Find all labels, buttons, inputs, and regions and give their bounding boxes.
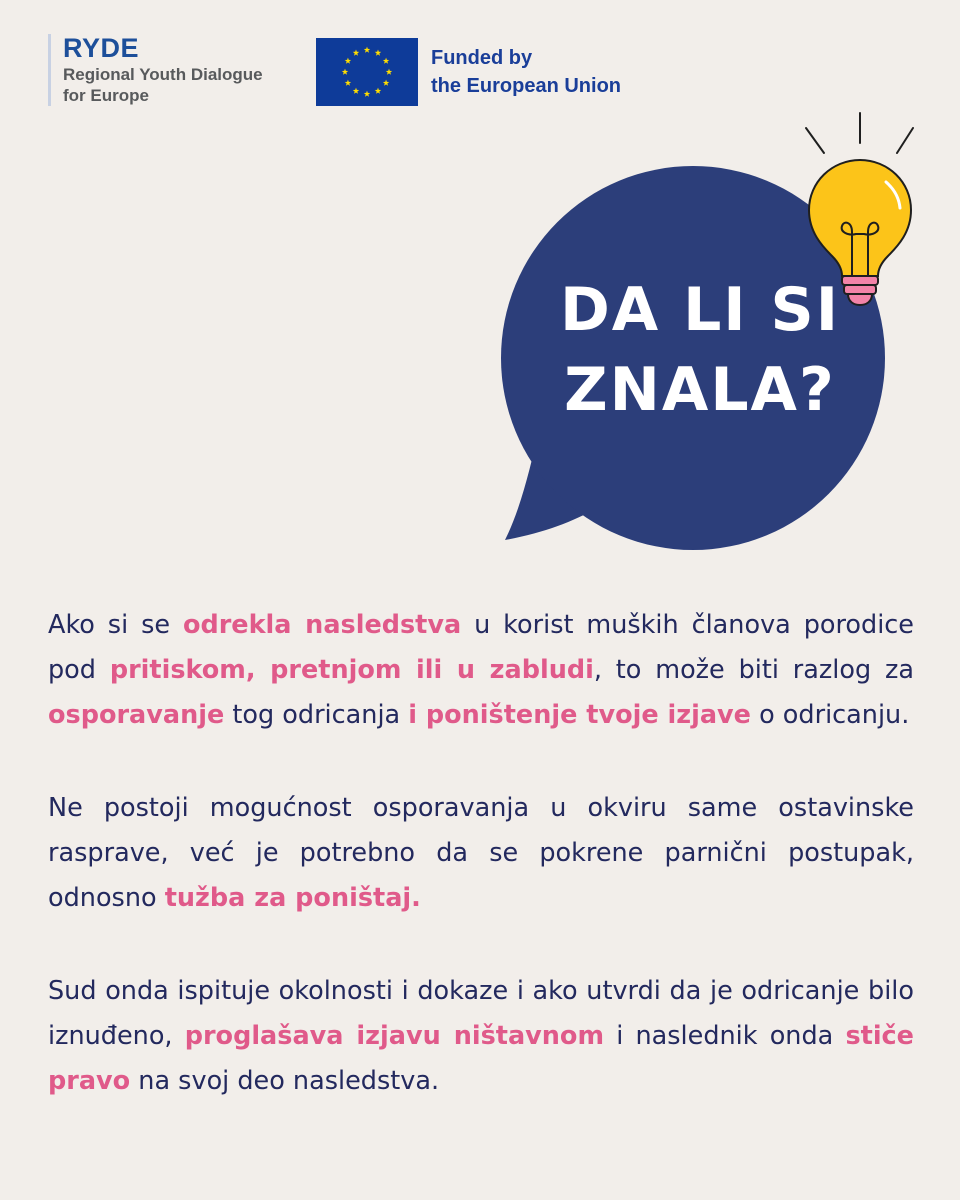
body-copy <box>48 603 914 1152</box>
bubble-heading-line1: DA LI SI <box>559 275 841 345</box>
bubble-heading-line2: ZNALA? <box>564 355 836 425</box>
p3-text-2: i naslednik onda <box>604 1021 846 1051</box>
p3-highlight-1: proglašava izjavu ništavnom <box>184 1021 605 1051</box>
p1-text-1: Ako si se <box>48 610 183 640</box>
p1-text-5: o odricanju. <box>750 700 910 730</box>
ryde-subtitle-line1: Regional Youth Dialogue <box>63 65 263 84</box>
p3-text-3: na svoj deo nasledstva. <box>130 1066 440 1096</box>
p3-text-1: Sud onda ispituje okolnosti i dokaze i ako utvrdi da je odricanje bilo iznuđeno, <box>48 976 914 1051</box>
p1-highlight-1: odrekla nasledstva <box>182 610 462 640</box>
p1-text-2: u korist muških članova porodice pod <box>48 610 914 685</box>
p3-highlight-2: stiče pravo <box>48 1021 914 1096</box>
p1-highlight-2: pritiskom, pretnjom ili u zabludi <box>109 655 594 685</box>
p1-highlight-4: i poništenje tvoje izjave <box>408 700 751 730</box>
eu-funding-line1: Funded by <box>431 47 533 69</box>
p1-text-4: tog odricanja <box>224 700 409 730</box>
ryde-subtitle-line2: for Europe <box>63 86 149 105</box>
ryde-title: RYDE <box>63 33 140 63</box>
p1-text-3: , to može biti razlog za <box>593 655 914 685</box>
paragraph-2 <box>48 786 914 921</box>
p1-highlight-3: osporavanje <box>48 700 225 730</box>
paragraph-1 <box>48 603 914 738</box>
p2-highlight-1: tužba za poništaj. <box>164 883 421 913</box>
bubble-heading <box>520 270 880 430</box>
p2-text-1: Ne postoji mogućnost osporavanja u okviru same ostavinske rasprave, već je potrebno da se pokrene parnični postupak, odnosno <box>48 793 914 913</box>
paragraph-3 <box>48 969 914 1104</box>
eu-funding-line2: the European Union <box>431 75 621 97</box>
